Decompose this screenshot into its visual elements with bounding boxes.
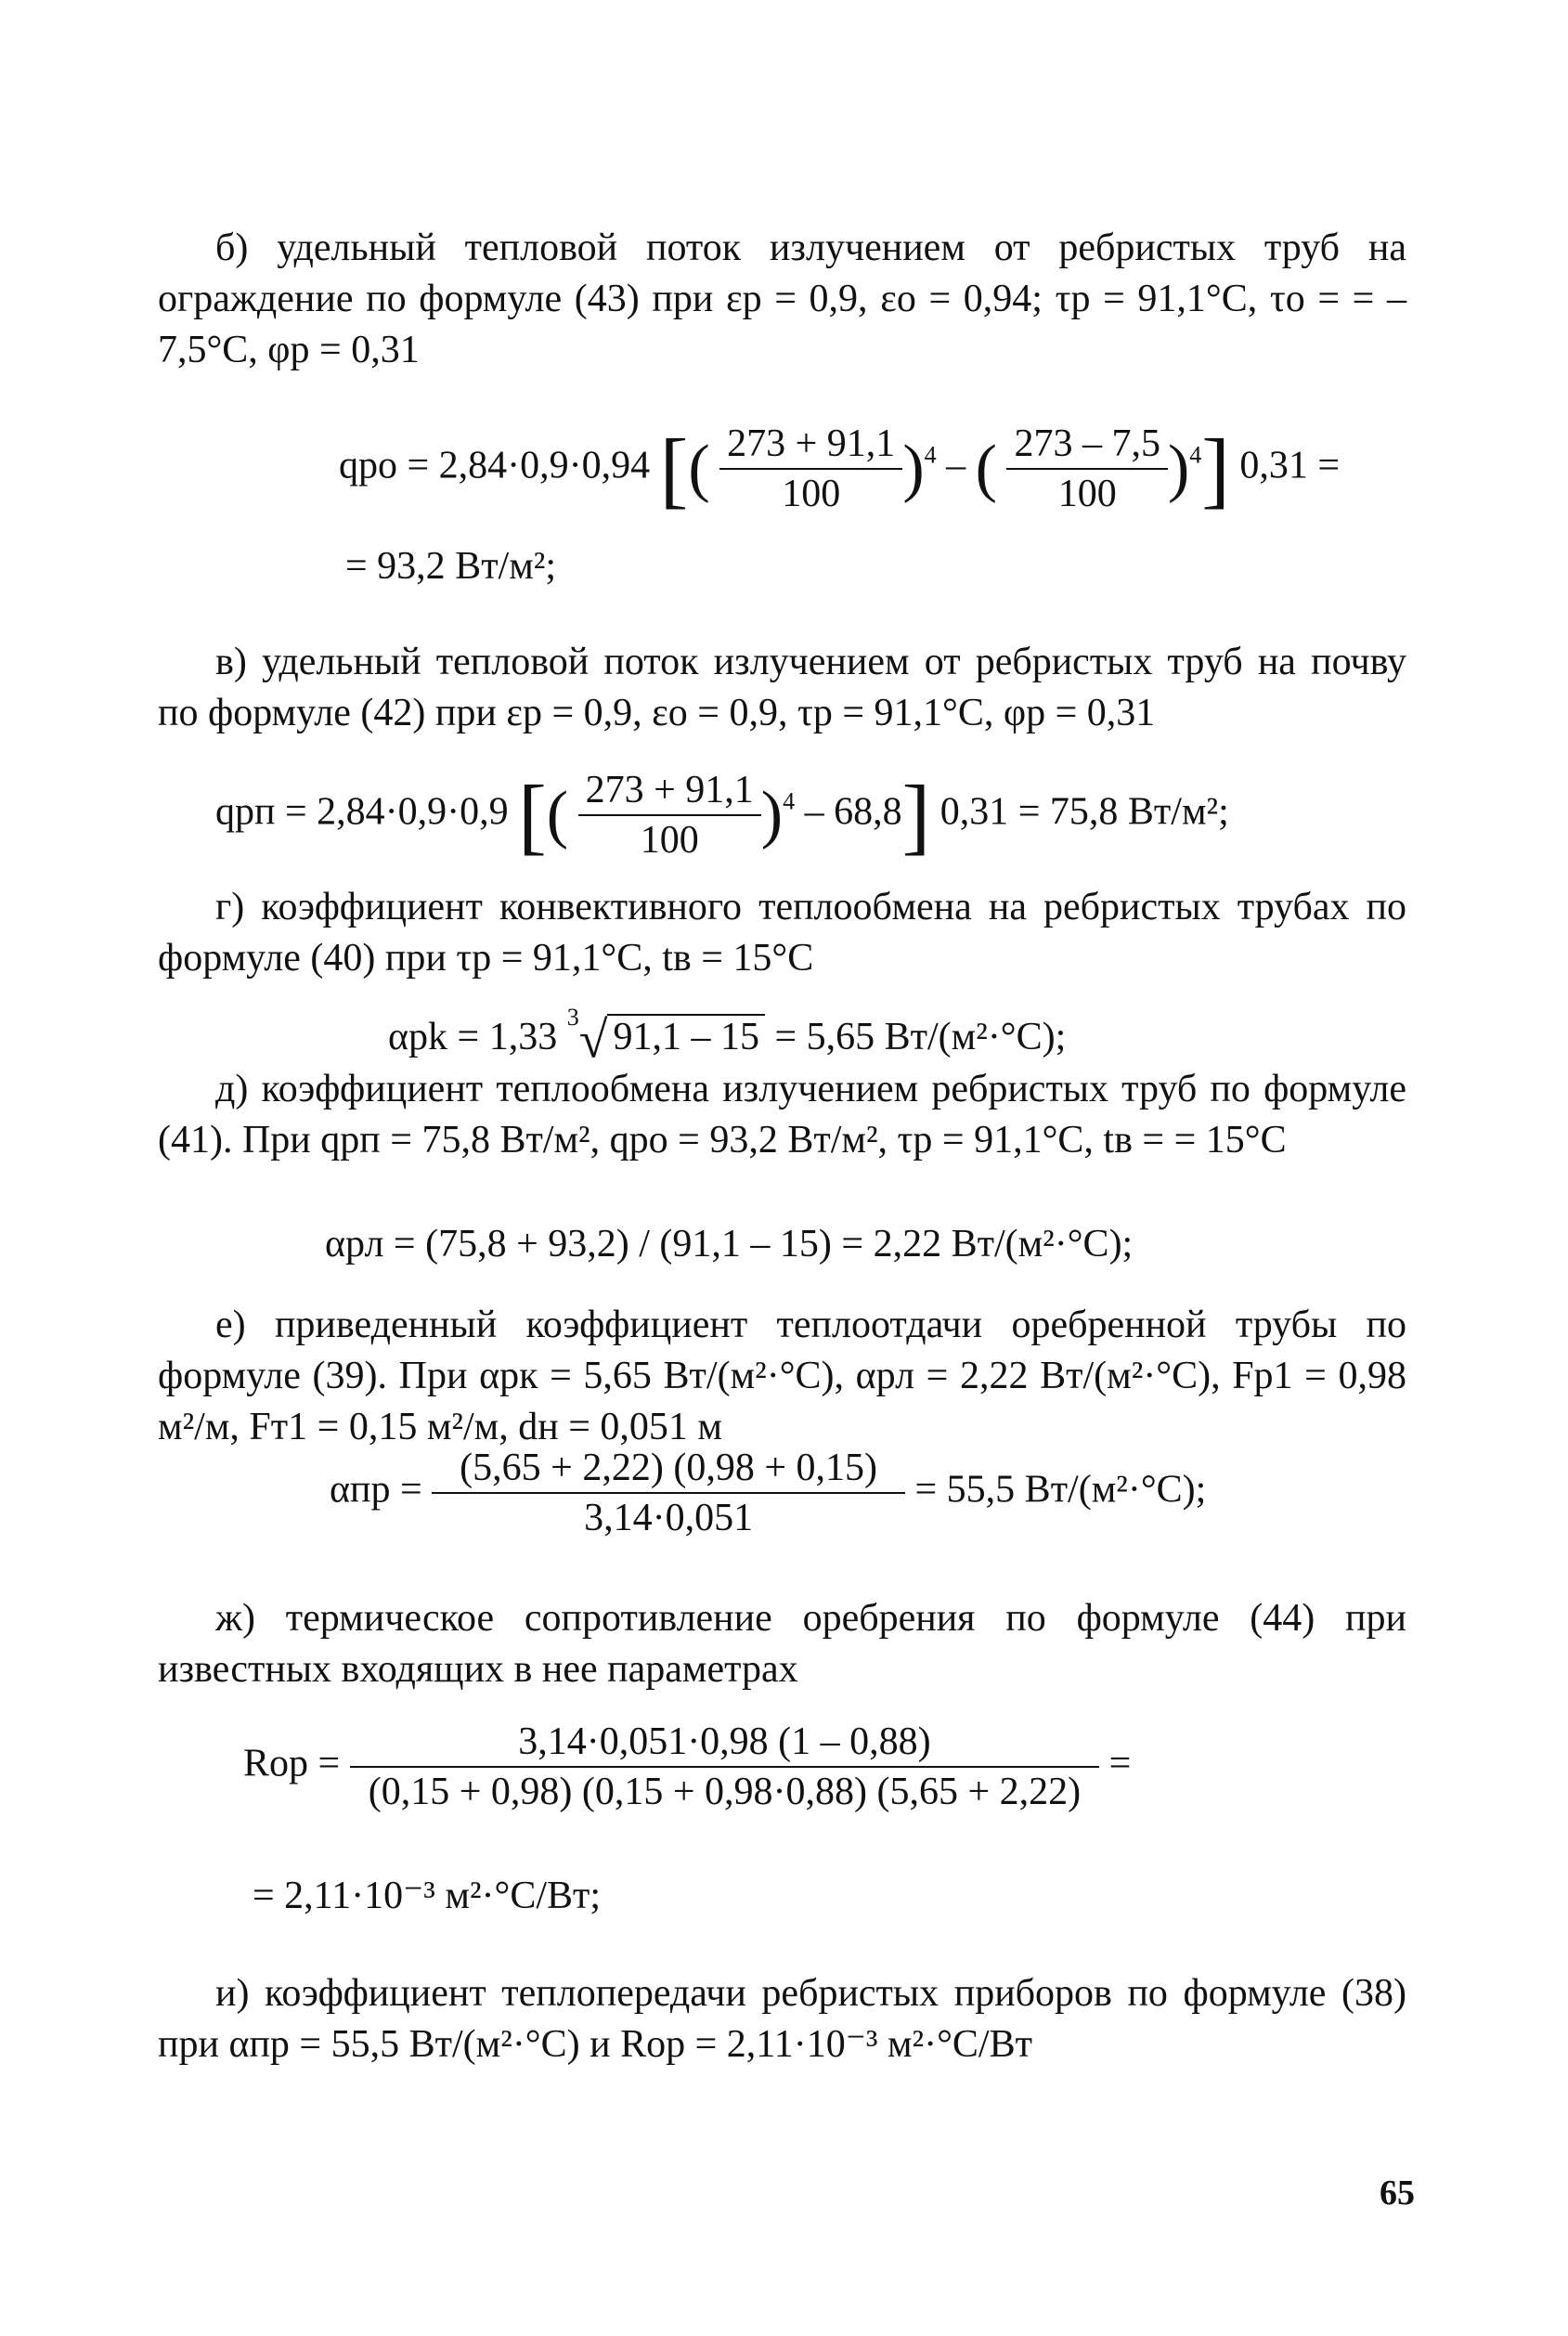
fraction-e-numerator: (5,65 + 2,22) (0,98 + 0,15) (460, 1447, 877, 1489)
equation-q-rp-tail: 0,31 = 75,8 Вт/м²; (940, 790, 1229, 834)
paragraph-i-text: и) коэффициент теплопередачи ребристых приборов по формуле (38) при αпр = 55,5 Вт/(м²·°С) и Rор = 2,11·10⁻³ м²·°С/Вт (158, 1972, 1406, 2066)
paren-close-2: ) (1167, 433, 1190, 504)
fraction-1-denominator: 100 (719, 468, 902, 518)
fraction-1 (719, 420, 902, 518)
fraction-2-numerator: 273 – 7,5 (1014, 422, 1160, 465)
equation-r-or-tail: = (1108, 1742, 1132, 1785)
equation-alpha-rl: αрл = (75,8 + 93,2) / (91,1 – 15) = 2,22 Вт/(м²·°С); (325, 1223, 1134, 1265)
paragraph-b (158, 223, 1406, 376)
paren-close-v: ) (760, 779, 784, 850)
power-4: 4 (924, 441, 937, 469)
fraction-zh (350, 1718, 1099, 1816)
paragraph-g (158, 882, 1406, 984)
equation-q-po-tail: 0,31 = (1239, 444, 1341, 487)
equation-alpha-rk (388, 993, 1066, 1072)
root-index: 3 (566, 1004, 579, 1031)
equation-q-rp-mid: – 68,8 (804, 790, 902, 834)
equation-alpha-rk-lhs: αрk = 1,33 (388, 1016, 558, 1058)
equation-q-po (339, 420, 1340, 518)
equation-alpha-rk-tail: = 5,65 Вт/(м²·°С); (774, 1016, 1067, 1058)
fraction-e-denominator: 3,14·0,051 (432, 1492, 905, 1542)
bracket-close-v: ] (901, 768, 931, 863)
paren-open: ( (688, 433, 710, 504)
paragraph-e (158, 1300, 1406, 1453)
equation-q-rp (215, 766, 1229, 864)
radical-sign: √ (578, 1011, 608, 1070)
power-4v: 4 (783, 787, 796, 815)
fraction-v-denominator: 100 (578, 814, 761, 864)
paragraph-d (158, 1064, 1406, 1166)
bracket-open-v: [ (518, 768, 547, 863)
equation-q-po-lhs: qро = 2,84·0,9·0,94 (339, 444, 651, 487)
paren-close: ) (902, 433, 925, 504)
paren-open-v: ( (546, 779, 569, 850)
paragraph-e-text: е) приведенный коэффициент теплоотдачи оребренной трубы по формуле (39). При αрк = 5,65 Вт/(м²·°С), αрл = 2,22 Вт/(м²·°С), Fр1 = 0,98 м²/м, Fт1 = 0,15 м²/м, dн = 0,051 м (158, 1304, 1406, 1448)
fraction-zh-denominator: (0,15 + 0,98) (0,15 + 0,98·0,88) (5,65 + 2,22) (350, 1766, 1099, 1816)
paragraph-i (158, 1968, 1406, 2070)
bracket-close: ] (1201, 422, 1230, 516)
equation-alpha-pr-lhs: αпр = (330, 1468, 422, 1512)
fraction-e (432, 1444, 905, 1542)
equation-r-or-lhs: Rор = (243, 1742, 341, 1785)
fraction-zh-numerator: 3,14·0,051·0,98 (1 – 0,88) (518, 1720, 931, 1763)
paren-open-2: ( (975, 433, 997, 504)
paragraph-v (158, 637, 1406, 739)
fraction-1-numerator: 273 + 91,1 (727, 422, 896, 465)
fraction-2-denominator: 100 (1006, 468, 1168, 518)
bracket-open: [ (659, 422, 689, 516)
minus-sign: – (946, 444, 966, 487)
fraction-2 (1006, 420, 1168, 518)
equation-r-or (243, 1718, 1131, 1816)
paragraph-b-text: б) удельный тепловой поток излучением от ребристых труб на ограждение по формуле (43) при εр = 0,9, εо = 0,94; τр = 91,1°С, τо = = –7,5°С, φр = 0,31 (158, 227, 1406, 371)
power-4b: 4 (1189, 441, 1202, 469)
equation-alpha-pr (330, 1444, 1206, 1542)
equation-alpha-pr-tail: = 55,5 Вт/(м²·°С); (914, 1468, 1207, 1512)
equation-q-po-result: = 93,2 Вт/м²; (345, 545, 557, 588)
radicand: 91,1 – 15 (607, 1014, 765, 1058)
paragraph-zh (158, 1593, 1406, 1695)
equation-r-or-result: = 2,11·10⁻³ м²·°С/Вт; (253, 1875, 602, 1917)
fraction-v-numerator: 273 + 91,1 (585, 769, 754, 811)
equation-q-rp-lhs: qрп = 2,84·0,9·0,9 (215, 790, 509, 834)
paragraph-v-text: в) удельный тепловой поток излучением от ребристых труб на почву по формуле (42) при εр = 0,9, εо = 0,9, τр = 91,1°С, φр = 0,31 (158, 641, 1406, 734)
page-number: 65 (1380, 2174, 1415, 2213)
paragraph-d-text: д) коэффициент теплообмена излучением ребристых труб по формуле (41). При qрп = 75,8 Вт/м², qро = 93,2 Вт/м², τр = 91,1°С, tв = = 15°С (158, 1068, 1406, 1162)
paragraph-zh-text: ж) термическое сопротивление оребрения по формуле (44) при известных входящих в нее параметрах (158, 1597, 1406, 1691)
paragraph-g-text: г) коэффициент конвективного теплообмена на ребристых трубах по формуле (40) при τр = 91,1°С, tв = 15°С (158, 886, 1406, 980)
fraction-v (578, 766, 761, 864)
